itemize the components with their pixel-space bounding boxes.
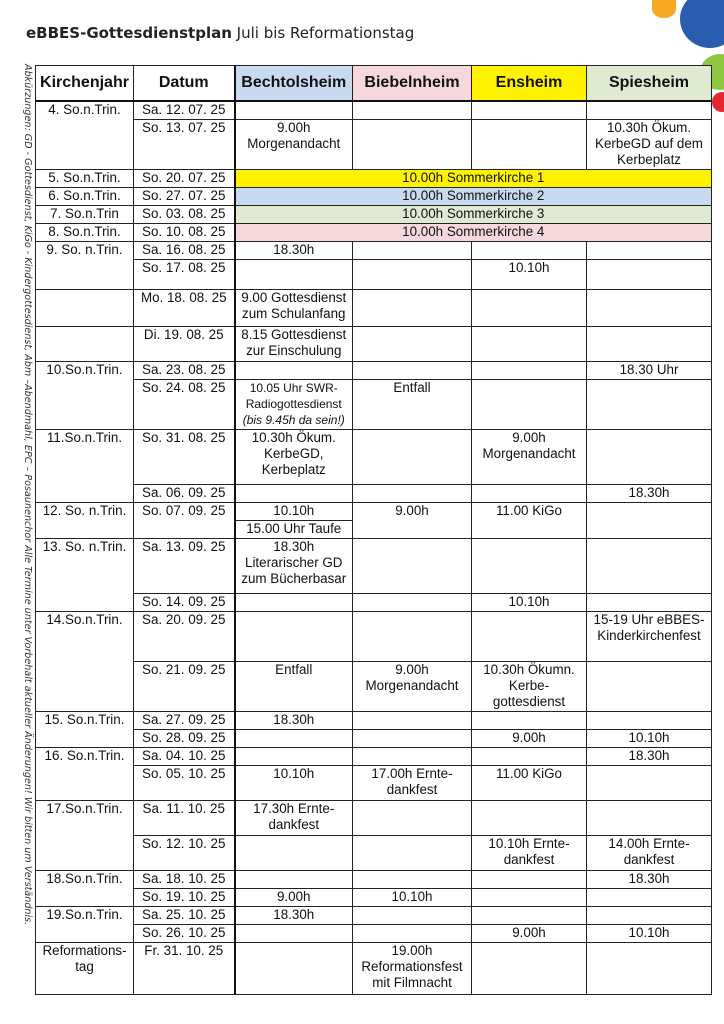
spiesheim-cell xyxy=(587,801,712,836)
ensheim-cell xyxy=(472,485,587,503)
spiesheim-cell xyxy=(587,943,712,995)
table-row xyxy=(36,801,712,836)
ensheim-cell: 11.00 KiGo xyxy=(472,503,587,539)
logo-dot-red xyxy=(712,92,724,112)
logo-dot-orange xyxy=(652,0,676,18)
spiesheim-cell xyxy=(587,327,712,362)
date-cell: So. 28. 09. 25 xyxy=(134,730,235,748)
date-cell: So. 19. 10. 25 xyxy=(134,889,235,907)
spiesheim-cell xyxy=(587,430,712,485)
date-cell: So. 14. 09. 25 xyxy=(134,594,235,612)
bechtolsheim-cell xyxy=(235,871,353,889)
ensheim-cell xyxy=(472,801,587,836)
spiesheim-cell xyxy=(587,594,712,612)
bechtolsheim-cell xyxy=(235,612,353,662)
kirchenjahr-cell: 15. So.n.Trin. xyxy=(36,712,134,748)
ensheim-cell xyxy=(472,943,587,995)
date-cell: So. 20. 07. 25 xyxy=(134,170,235,188)
date-cell: So. 12. 10. 25 xyxy=(134,836,235,871)
biebelnheim-cell xyxy=(353,101,472,120)
biebelnheim-cell xyxy=(353,539,472,594)
bechtolsheim-cell xyxy=(235,260,353,290)
biebelnheim-cell: 10.10h xyxy=(353,889,472,907)
ensheim-cell xyxy=(472,362,587,380)
table-row xyxy=(36,260,712,290)
kirchenjahr-cell xyxy=(36,290,134,327)
biebelnheim-cell xyxy=(353,362,472,380)
biebelnheim-cell xyxy=(353,871,472,889)
sommerkirche-1-cell: 10.00h Sommerkirche 1 xyxy=(235,170,712,188)
ensheim-cell: 10.10h xyxy=(472,594,587,612)
header-row xyxy=(36,66,712,102)
ensheim-cell xyxy=(472,907,587,925)
kirchenjahr-cell: 6. So.n.Trin. xyxy=(36,188,134,206)
table-row xyxy=(36,224,712,242)
table-row xyxy=(36,612,712,662)
bechtolsheim-cell xyxy=(235,362,353,380)
table-row xyxy=(36,242,712,260)
biebelnheim-cell xyxy=(353,925,472,943)
header-biebelnheim: Biebelnheim xyxy=(353,66,472,102)
date-cell: Sa. 11. 10. 25 xyxy=(134,801,235,836)
page-title xyxy=(26,24,414,42)
kirchenjahr-cell: 16. So.n.Trin. xyxy=(36,748,134,801)
biebelnheim-cell xyxy=(353,430,472,485)
ensheim-cell xyxy=(472,290,587,327)
biebelnheim-cell xyxy=(353,801,472,836)
kirchenjahr-cell: 14.So.n.Trin. xyxy=(36,612,134,712)
biebelnheim-cell: 9.00h xyxy=(353,503,472,539)
date-cell: So. 27. 07. 25 xyxy=(134,188,235,206)
kirchenjahr-cell: 9. So. n.Trin. xyxy=(36,242,134,290)
header-spiesheim: Spiesheim xyxy=(587,66,712,102)
date-cell: Sa. 23. 08. 25 xyxy=(134,362,235,380)
ensheim-cell xyxy=(472,712,587,730)
bechtolsheim-cell xyxy=(235,380,353,430)
table-row xyxy=(36,188,712,206)
sommerkirche-4-cell: 10.00h Sommerkirche 4 xyxy=(235,224,712,242)
sommerkirche-3-cell: 10.00h Sommerkirche 3 xyxy=(235,206,712,224)
bechtolsheim-cell: 18.30h xyxy=(235,907,353,925)
date-cell: So. 10. 08. 25 xyxy=(134,224,235,242)
bechtolsheim-cell: 8.15 Gottesdienst zur Einschulung xyxy=(235,327,353,362)
biebelnheim-cell xyxy=(353,612,472,662)
table-row xyxy=(36,120,712,170)
date-cell: So. 05. 10. 25 xyxy=(134,766,235,801)
kirchenjahr-cell xyxy=(36,327,134,362)
bechtolsheim-cell: 18.30h Literarischer GD zum Bücherbasar xyxy=(235,539,353,594)
spiesheim-cell: 15-19 Uhr eBBES-Kinderkirchenfest xyxy=(587,612,712,662)
spiesheim-cell xyxy=(587,290,712,327)
biebelnheim-cell: 9.00h Morgenandacht xyxy=(353,662,472,712)
ensheim-cell xyxy=(472,242,587,260)
kirchenjahr-cell: 10.So.n.Trin. xyxy=(36,362,134,430)
spiesheim-cell xyxy=(587,260,712,290)
table-row xyxy=(36,712,712,730)
ensheim-cell xyxy=(472,612,587,662)
bechtolsheim-cell xyxy=(235,485,353,503)
bechtolsheim-cell: 10.30h Ökum. KerbeGD, Kerbeplatz xyxy=(235,430,353,485)
bechtolsheim-cell: 18.30h xyxy=(235,712,353,730)
spiesheim-cell: 10.10h xyxy=(587,925,712,943)
spiesheim-cell: 10.30h Ökum. KerbeGD auf dem Kerbeplatz xyxy=(587,120,712,170)
spiesheim-cell: 18.30h xyxy=(587,485,712,503)
table-row xyxy=(36,101,712,120)
ensheim-cell: 9.00h xyxy=(472,925,587,943)
table-row xyxy=(36,362,712,380)
spiesheim-cell xyxy=(587,242,712,260)
kirchenjahr-cell: 11.So.n.Trin. xyxy=(36,430,134,503)
ensheim-cell: 10.10h xyxy=(472,260,587,290)
biebelnheim-cell xyxy=(353,730,472,748)
biebelnheim-cell xyxy=(353,594,472,612)
date-cell: So. 21. 09. 25 xyxy=(134,662,235,712)
table-row xyxy=(36,327,712,362)
ensheim-cell: 10.10h Ernte-dankfest xyxy=(472,836,587,871)
biebelnheim-cell xyxy=(353,290,472,327)
spiesheim-cell xyxy=(587,503,712,539)
date-cell: Sa. 04. 10. 25 xyxy=(134,748,235,766)
ensheim-cell xyxy=(472,748,587,766)
biebelnheim-cell: 17.00h Ernte-dankfest xyxy=(353,766,472,801)
spiesheim-cell: 10.10h xyxy=(587,730,712,748)
spiesheim-cell: 18.30 Uhr xyxy=(587,362,712,380)
header-ensheim: Ensheim xyxy=(472,66,587,102)
table-row xyxy=(36,662,712,712)
kirchenjahr-cell: 8. So.n.Trin. xyxy=(36,224,134,242)
spiesheim-cell xyxy=(587,539,712,594)
biebelnheim-cell: 19.00h Reformationsfest mit Filmnacht xyxy=(353,943,472,995)
table-row xyxy=(36,380,712,430)
date-cell: Sa. 27. 09. 25 xyxy=(134,712,235,730)
date-cell: Sa. 25. 10. 25 xyxy=(134,907,235,925)
kirchenjahr-cell: Reformations-tag xyxy=(36,943,134,995)
radio-service-note: (bis 9.45h da sein!) xyxy=(242,413,345,427)
table-row xyxy=(36,925,712,943)
kirchenjahr-cell: 7. So.n.Trin xyxy=(36,206,134,224)
kirchenjahr-cell: 18.So.n.Trin. xyxy=(36,871,134,907)
biebelnheim-cell: Entfall xyxy=(353,380,472,430)
service-plan-table xyxy=(35,65,712,995)
ensheim-cell: 11.00 KiGo xyxy=(472,766,587,801)
table-row xyxy=(36,907,712,925)
logo-dot-blue xyxy=(680,0,724,48)
spiesheim-cell xyxy=(587,662,712,712)
kirchenjahr-cell: 4. So.n.Trin. xyxy=(36,101,134,170)
bechtolsheim-cell: 10.10h xyxy=(235,766,353,801)
biebelnheim-cell xyxy=(353,242,472,260)
header-datum: Datum xyxy=(134,66,235,102)
table-row xyxy=(36,748,712,766)
table-row xyxy=(36,503,712,521)
bechtolsheim-cell: 9.00 Gottesdienst zum Schulanfang xyxy=(235,290,353,327)
bechtolsheim-cell xyxy=(235,594,353,612)
date-cell: So. 24. 08. 25 xyxy=(134,380,235,430)
biebelnheim-cell xyxy=(353,748,472,766)
bechtolsheim-cell xyxy=(235,730,353,748)
table-row xyxy=(36,206,712,224)
date-cell: Sa. 16. 08. 25 xyxy=(134,242,235,260)
spiesheim-cell: 14.00h Ernte-dankfest xyxy=(587,836,712,871)
table-row xyxy=(36,836,712,871)
date-cell: So. 03. 08. 25 xyxy=(134,206,235,224)
biebelnheim-cell xyxy=(353,907,472,925)
spiesheim-cell xyxy=(587,380,712,430)
kirchenjahr-cell: 13. So. n.Trin. xyxy=(36,539,134,612)
bechtolsheim-cell xyxy=(235,101,353,120)
side-note: Abkürzungen: GD - Gottesdienst, KiGo - Kindergottesdienst, Abm –Abendmahl, EPC – Posaunenchor Alle Termine unter Vorbehalt aktueller Änderungen! Wir bitten um Verständnis. xyxy=(22,64,33,926)
date-cell: So. 07. 09. 25 xyxy=(134,503,235,539)
spiesheim-cell: 18.30h xyxy=(587,748,712,766)
bechtolsheim-cell: 9.00h xyxy=(235,889,353,907)
kirchenjahr-cell: 19.So.n.Trin. xyxy=(36,907,134,943)
date-cell: Mo. 18. 08. 25 xyxy=(134,290,235,327)
date-cell: Sa. 20. 09. 25 xyxy=(134,612,235,662)
date-cell: So. 26. 10. 25 xyxy=(134,925,235,943)
date-cell: Sa. 12. 07. 25 xyxy=(134,101,235,120)
table-row xyxy=(36,430,712,485)
bechtolsheim-cell: 18.30h xyxy=(235,242,353,260)
spiesheim-cell: 18.30h xyxy=(587,871,712,889)
date-cell: Di. 19. 08. 25 xyxy=(134,327,235,362)
table-row xyxy=(36,943,712,995)
ensheim-cell xyxy=(472,871,587,889)
spiesheim-cell xyxy=(587,101,712,120)
biebelnheim-cell xyxy=(353,485,472,503)
spiesheim-cell xyxy=(587,766,712,801)
biebelnheim-cell xyxy=(353,836,472,871)
biebelnheim-cell xyxy=(353,260,472,290)
table-row xyxy=(36,871,712,889)
table-row xyxy=(36,290,712,327)
ensheim-cell xyxy=(472,889,587,907)
date-cell: Fr. 31. 10. 25 xyxy=(134,943,235,995)
ensheim-cell: 10.30h Ökumn. Kerbe-gottesdienst xyxy=(472,662,587,712)
table-row xyxy=(36,485,712,503)
table-row xyxy=(36,170,712,188)
header-bechtolsheim: Bechtolsheim xyxy=(235,66,353,102)
ensheim-cell: 9.00h xyxy=(472,730,587,748)
table-row xyxy=(36,539,712,594)
table-row xyxy=(36,594,712,612)
bechtolsheim-cell: Entfall xyxy=(235,662,353,712)
date-cell: So. 31. 08. 25 xyxy=(134,430,235,485)
date-cell: Sa. 06. 09. 25 xyxy=(134,485,235,503)
sommerkirche-2-cell: 10.00h Sommerkirche 2 xyxy=(235,188,712,206)
date-cell: Sa. 18. 10. 25 xyxy=(134,871,235,889)
bechtolsheim-cell: 10.10h xyxy=(235,503,353,521)
bechtolsheim-cell: 17.30h Ernte-dankfest xyxy=(235,801,353,836)
bechtolsheim-cell: 9.00h Morgenandacht xyxy=(235,120,353,170)
ensheim-cell xyxy=(472,539,587,594)
kirchenjahr-cell: 17.So.n.Trin. xyxy=(36,801,134,871)
date-cell: So. 17. 08. 25 xyxy=(134,260,235,290)
kirchenjahr-cell: 12. So. n.Trin. xyxy=(36,503,134,539)
title-bold: eBBES-Gottesdienstplan xyxy=(26,24,232,42)
biebelnheim-cell xyxy=(353,712,472,730)
header-kirchenjahr: Kirchenjahr xyxy=(36,66,134,102)
bechtolsheim-cell xyxy=(235,836,353,871)
date-cell: So. 13. 07. 25 xyxy=(134,120,235,170)
table-row xyxy=(36,730,712,748)
biebelnheim-cell xyxy=(353,120,472,170)
table-row xyxy=(36,889,712,907)
ensheim-cell xyxy=(472,120,587,170)
spiesheim-cell xyxy=(587,907,712,925)
ensheim-cell xyxy=(472,101,587,120)
date-cell: Sa. 13. 09. 25 xyxy=(134,539,235,594)
bechtolsheim-cell xyxy=(235,925,353,943)
title-rest: Juli bis Reformationstag xyxy=(231,24,415,42)
radio-service-text: 10.05 Uhr SWR-Radiogottesdienst xyxy=(245,381,342,411)
table-row xyxy=(36,766,712,801)
bechtolsheim-cell xyxy=(235,748,353,766)
ensheim-cell xyxy=(472,327,587,362)
biebelnheim-cell xyxy=(353,327,472,362)
bechtolsheim-cell: 15.00 Uhr Taufe xyxy=(235,521,353,539)
kirchenjahr-cell: 5. So.n.Trin. xyxy=(36,170,134,188)
ensheim-cell xyxy=(472,380,587,430)
ensheim-cell: 9.00h Morgenandacht xyxy=(472,430,587,485)
bechtolsheim-cell xyxy=(235,943,353,995)
spiesheim-cell xyxy=(587,889,712,907)
spiesheim-cell xyxy=(587,712,712,730)
